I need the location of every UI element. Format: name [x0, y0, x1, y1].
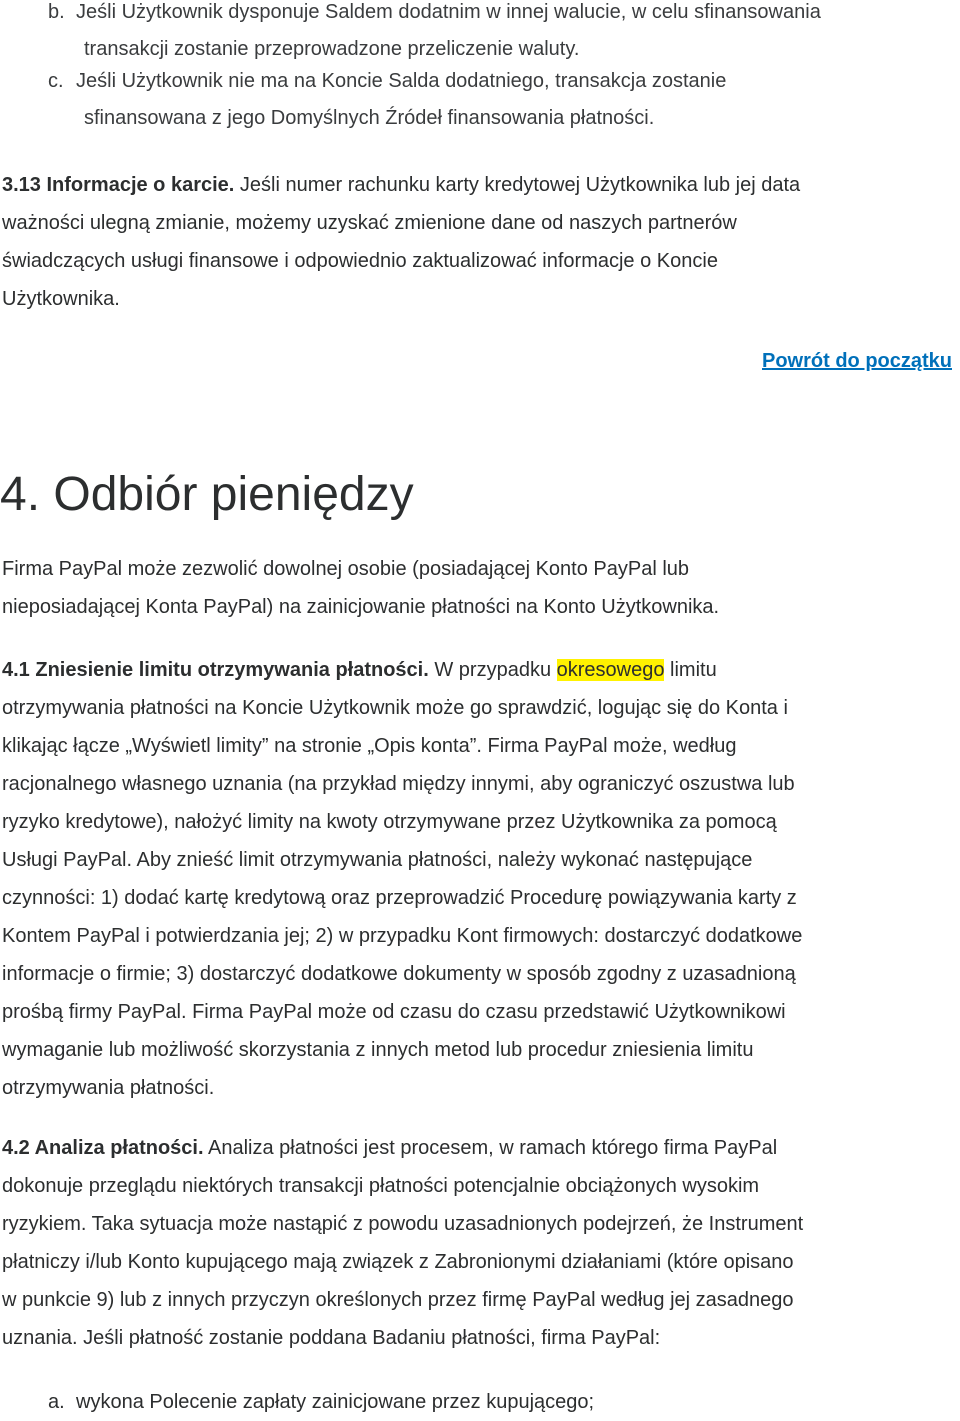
para-line: racjonalnego własnego uznania (na przykład między innymi, aby ograniczyć oszustwa lub: [2, 773, 795, 795]
list-line: sfinansowana z jego Domyślnych Źródeł finansowania płatności.: [84, 107, 655, 129]
para-line: w punkcie 9) lub z innych przyczyn określonych przez firmę PayPal według jej zasadnego: [2, 1289, 794, 1311]
para-line: świadczących usługi finansowe i odpowiednio zaktualizować informacje o Koncie: [2, 250, 718, 272]
list-marker: c.: [48, 70, 64, 92]
para-line: otrzymywania płatności na Koncie Użytkownik może go sprawdzić, logując się do Konta i: [2, 697, 788, 719]
para-line: płatniczy i/lub Konto kupującego mają związek z Zabronionymi działaniami (które opisano: [2, 1251, 794, 1273]
list-item-b: [48, 0, 948, 68]
list-item-a: [48, 1384, 948, 1421]
list-marker: a.: [48, 1391, 65, 1413]
para-line: Kontem PayPal i potwierdzania jej; 2) w przypadku Kont firmowych: dostarczyć dodatkowe: [2, 925, 803, 947]
list-item-c: [48, 63, 948, 137]
para-line: uznania. Jeśli płatność zostanie poddana Badaniu płatności, firma PayPal:: [2, 1327, 661, 1349]
section-4-title: 4. Odbiór pieniędzy: [0, 468, 414, 521]
section-heading-4-2: 4.2 Analiza płatności.: [2, 1137, 204, 1159]
para-line: klikając łącze „Wyświetl limity” na stronie „Opis konta”. Firma PayPal może, według: [2, 735, 737, 757]
para-line: ryzyko kredytowe), nałożyć limity na kwoty otrzymywane przez Użytkownika za pomocą: [2, 811, 777, 833]
para-line: Firma PayPal może zezwolić dowolnej osobie (posiadającej Konto PayPal lub: [2, 558, 690, 580]
para-line: [2, 1129, 952, 1167]
paragraph-4-1: [2, 651, 952, 1107]
para-text: limitu: [664, 659, 717, 681]
section-heading-3-13: 3.13 Informacje o karcie.: [2, 174, 235, 196]
highlighted-term: okresowego: [556, 659, 665, 681]
para-text: W przypadku: [428, 659, 557, 681]
para-line: wymaganie lub możliwość skorzystania z innych metod lub procedur zniesienia limitu: [2, 1039, 754, 1061]
list-line: Jeśli Użytkownik nie ma na Koncie Salda dodatniego, transakcja zostanie: [76, 70, 727, 92]
section-heading-4-1: 4.1 Zniesienie limitu otrzymywania płatności.: [2, 659, 429, 681]
list-line: Jeśli Użytkownik dysponuje Saldem dodatnim w innej walucie, w celu sfinansowania: [76, 1, 821, 23]
para-line: Użytkownika.: [2, 288, 120, 310]
para-line: ryzykiem. Taka sytuacja może nastąpić z powodu uzasadnionych podejrzeń, że Instrument: [2, 1213, 804, 1235]
paragraph-3-13: [2, 166, 952, 318]
list-line: wykona Polecenie zapłaty zainicjowane przez kupującego;: [76, 1391, 595, 1413]
paragraph-4-2: [2, 1129, 952, 1357]
para-line: czynności: 1) dodać kartę kredytową oraz przeprowadzić Procedurę powiązywania karty z: [2, 887, 797, 909]
para-line: otrzymywania płatności.: [2, 1077, 215, 1099]
para-text: Analiza płatności jest procesem, w ramach którego firma PayPal: [203, 1137, 778, 1159]
list-line: transakcji zostanie przeprowadzone przeliczenie waluty.: [84, 38, 580, 60]
para-line: dokonuje przeglądu niektórych transakcji płatności potencjalnie obciążonych wysokim: [2, 1175, 760, 1197]
section-4-intro: [2, 550, 952, 626]
para-line: [2, 166, 952, 204]
para-line: Usługi PayPal. Aby znieść limit otrzymywania płatności, należy wykonać następujące: [2, 849, 753, 871]
para-line: ważności ulegną zmianie, możemy uzyskać zmienione dane od naszych partnerów: [2, 212, 737, 234]
list-marker: b.: [48, 1, 65, 23]
para-line: [2, 651, 952, 689]
para-line: prośbą firmy PayPal. Firma PayPal może od czasu do czasu przedstawić Użytkownikowi: [2, 1001, 786, 1023]
back-to-top-link[interactable]: Powrót do początku: [762, 350, 952, 372]
para-line: informacje o firmie; 3) dostarczyć dodatkowe dokumenty w sposób zgodny z uzasadnioną: [2, 963, 796, 985]
para-line: nieposiadającej Konta PayPal) na zainicjowanie płatności na Konto Użytkownika.: [2, 596, 720, 618]
para-text: Jeśli numer rachunku karty kredytowej Użytkownika lub jej data: [234, 174, 801, 196]
